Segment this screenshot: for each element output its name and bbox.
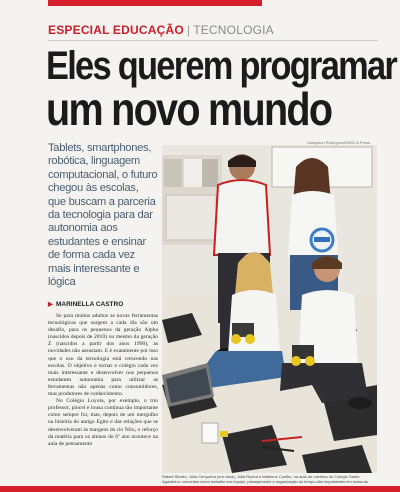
section-kicker bbox=[48, 23, 274, 37]
photo-credit: Gladyston Rodrigues/EM/D.A Press bbox=[306, 140, 370, 145]
bottom-accent-bar bbox=[0, 486, 400, 492]
byline-marker-icon: ▶ bbox=[48, 301, 53, 308]
article-photo bbox=[162, 145, 377, 473]
headline bbox=[46, 44, 397, 135]
section-separator: | bbox=[186, 23, 191, 37]
headline-line-1: Eles querem programar bbox=[46, 44, 397, 88]
students-robotics-photo bbox=[162, 145, 377, 473]
photo-caption: Rafael Silvato, Júlia Cerqueira (em cima), Júlia Rocha e Matheus Coelho, na aula de robótica do Colégio Santo Agostinho: conceitos como trabalho em equipe, planejamento e organização do tempo são importantes em todas as bbox=[162, 474, 368, 484]
article-body bbox=[48, 313, 158, 448]
section-label: ESPECIAL EDUCAÇÃO bbox=[48, 23, 184, 37]
kicker-rule bbox=[48, 40, 378, 41]
body-paragraph: No Colégio Loyola, por exemplo, o trio professor, pincel e lousa continua tão importante como sempre foi, mas, depois de um mergulho na história do antigo Egito e das relações que se desenvolveram às margens do rio Nilo, o reforço da matéria para os alunos do 6º ano acontece na aula de pensamento bbox=[48, 398, 158, 447]
byline bbox=[48, 300, 123, 308]
subsection-label: TECNOLOGIA bbox=[193, 23, 274, 37]
headline-line-2: um novo mundo bbox=[46, 83, 332, 135]
deck-text: Tablets, smartphones, robótica, linguagem computacional, o futuro chegou às escolas, que buscam a parceria da tecnologia para dar autonomia aos estudantes e ensinar de forma cada vez mais interessante e lógica bbox=[48, 142, 158, 289]
top-accent-bar bbox=[48, 0, 262, 6]
byline-author: MARINELLA CASTRO bbox=[56, 301, 124, 308]
body-paragraph: Se para muitos adultos as novas ferramentas tecnológicas que surgem a cada dia são um desafio, para os pequenos da geração Alpha (nascidos depois de 2010) ou mesmo da geração Z (nascidos a partir dos anos 1990), as novidades não assustam. E é exatamente por isso que o uso da tecnologia está crescendo nas escolas. O objetivo é tornar o colégio cada vez mais interessante e desenvolver nos pequenos estudantes autonomia para utilizar as ferramentas não apenas como consumidores, mas produtores de conhecimento. bbox=[48, 313, 158, 398]
